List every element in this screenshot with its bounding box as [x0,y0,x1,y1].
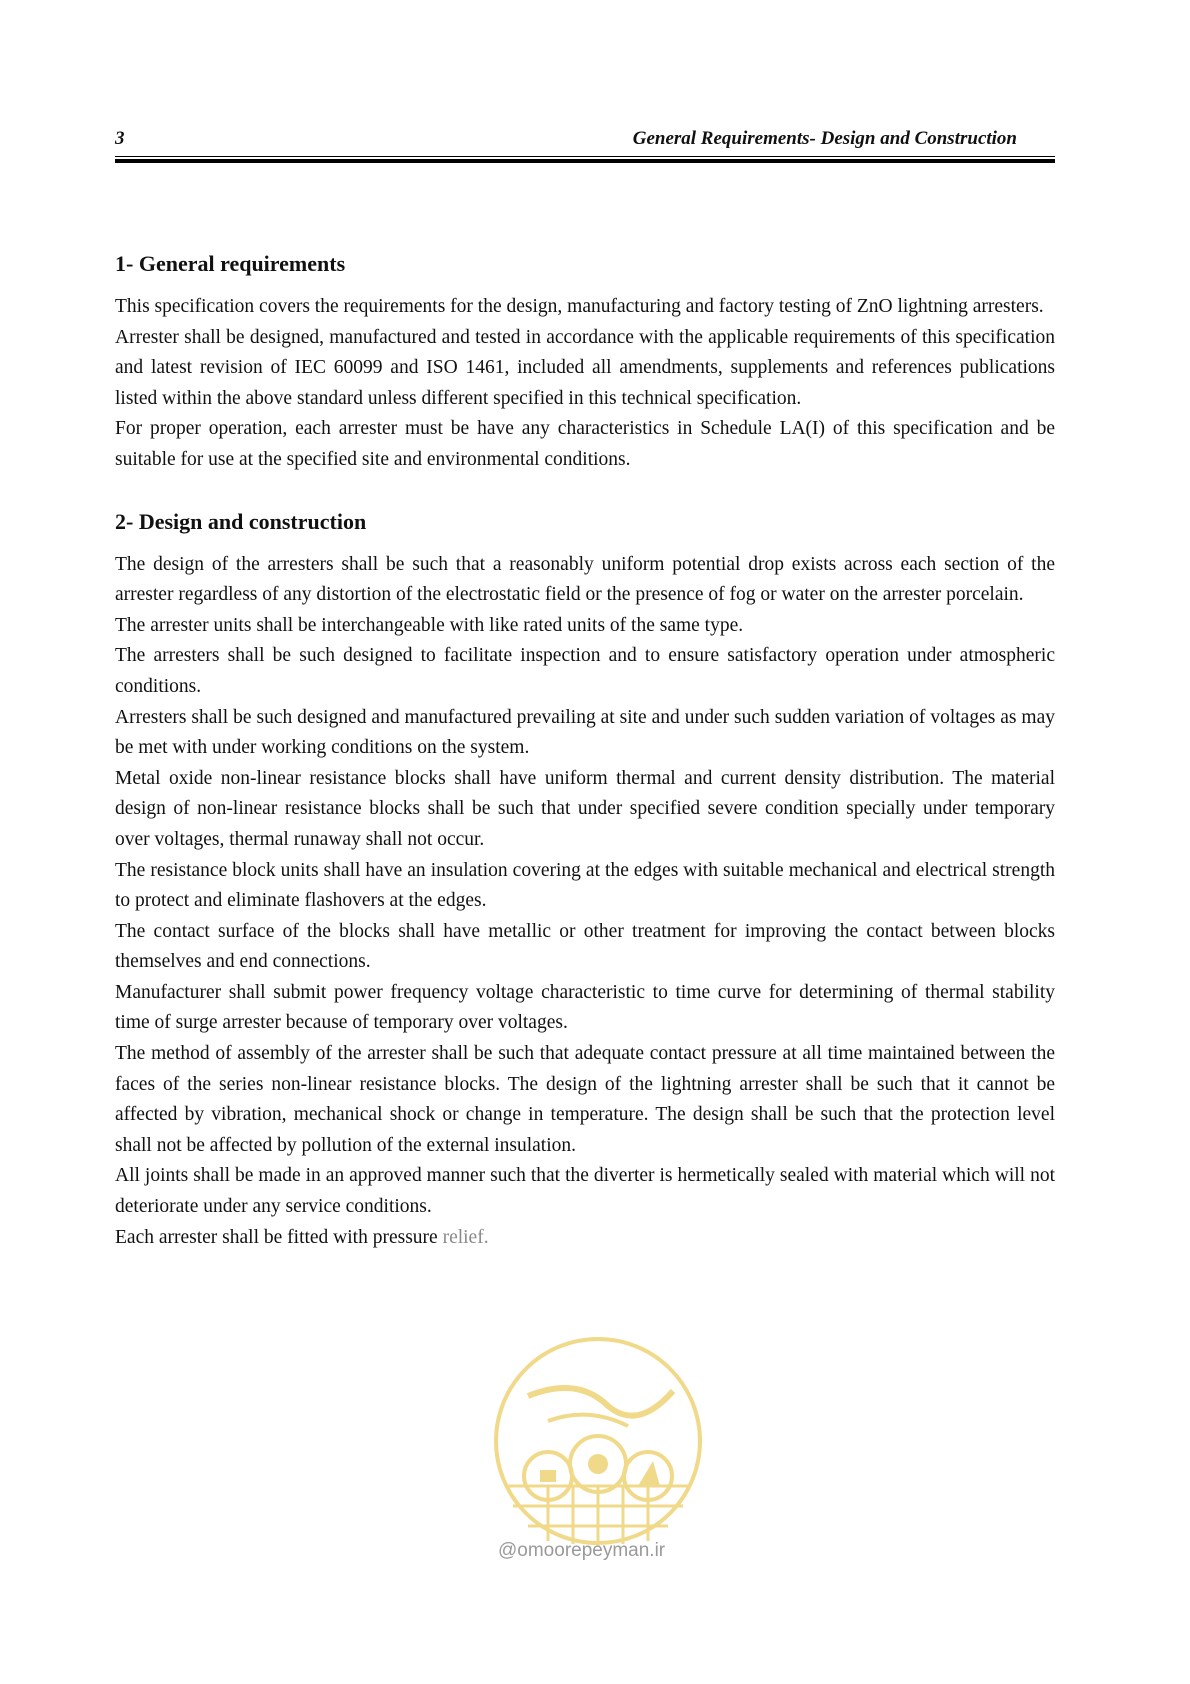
paragraph: This specification covers the requirements for the design, manufacturing and factory testing of ZnO lightning arresters. [115,296,1044,317]
paragraph: Manufacturer shall submit power frequency voltage characteristic to time curve for determining of thermal stability time of surge arrester because of temporary over voltages. [115,981,1055,1034]
page-number: 3 [115,128,125,149]
section-heading: 2- Design and construction [115,508,367,534]
paragraph: The arrester units shall be interchangeable with like rated units of the same type. [115,614,744,636]
header-rule-thin [115,156,1055,157]
paragraph-last-main: Each arrester shall be fitted with pressure [115,1226,443,1248]
paragraph-last [115,1223,1055,1254]
paragraph: The method of assembly of the arrester shall be such that adequate contact pressure at all time maintained between the faces of the series non-linear resistance blocks. The design of the lightning arrester shall be such that it cannot be affected by vibration, mechanical shock or change in temperature. The design shall be such that the protection level shall not be affected by pollution of the external insulation. [115,1043,1055,1156]
paragraph: All joints shall be made in an approved manner such that the diverter is hermetically sealed with material which will not deteriorate under any service conditions. [115,1165,1055,1218]
paragraph: Metal oxide non-linear resistance blocks shall have uniform thermal and current density distribution. The material design of non-linear resistance blocks shall be such that under specified severe condition specially under temporary over voltages, thermal runaway shall not occur. [115,767,1055,850]
paragraph: Arrester shall be designed, manufactured and tested in accordance with the applicable requirements of this specification and latest revision of IEC 60099 and ISO 1461, included all amendments, supplements and references publications listed within the above standard unless different specified in this technical specification. [115,326,1055,409]
section-general-requirements [115,249,1055,476]
document-body [115,249,1055,1284]
header-rule-thick [115,159,1055,163]
paragraph-last-tail: relief. [442,1226,489,1248]
page-header [115,128,1055,150]
running-title: General Requirements- Design and Construction [632,128,1017,149]
paragraph: The contact surface of the blocks shall have metallic or other treatment for improving the contact between blocks themselves and end connections. [115,920,1055,973]
section-design-and-construction [115,507,1055,1254]
paragraph: The resistance block units shall have an insulation covering at the edges with suitable mechanical and electrical strength to protect and eliminate flashovers at the edges. [115,859,1055,912]
section-heading: 1- General requirements [115,251,346,276]
paragraph: The arresters shall be such designed to facilitate inspection and to ensure satisfactory operation under atmospheric conditions. [115,645,1055,697]
paragraph: Arresters shall be such designed and manufactured prevailing at site and under such sudden variation of voltages as may be met with under working conditions on the system. [115,706,1055,759]
paragraph: The design of the arresters shall be such that a reasonably uniform potential drop exists across each section of the arrester regardless of any distortion of the electrostatic field or the presence of fog or water on the arrester porcelain. [115,553,1055,606]
paragraph: For proper operation, each arrester must be have any characteristics in Schedule LA(I) of this specification and be suitable for use at the specified site and environmental conditions. [115,418,1055,470]
watermark-domain: @omoorepeyman.ir [498,1540,666,1561]
